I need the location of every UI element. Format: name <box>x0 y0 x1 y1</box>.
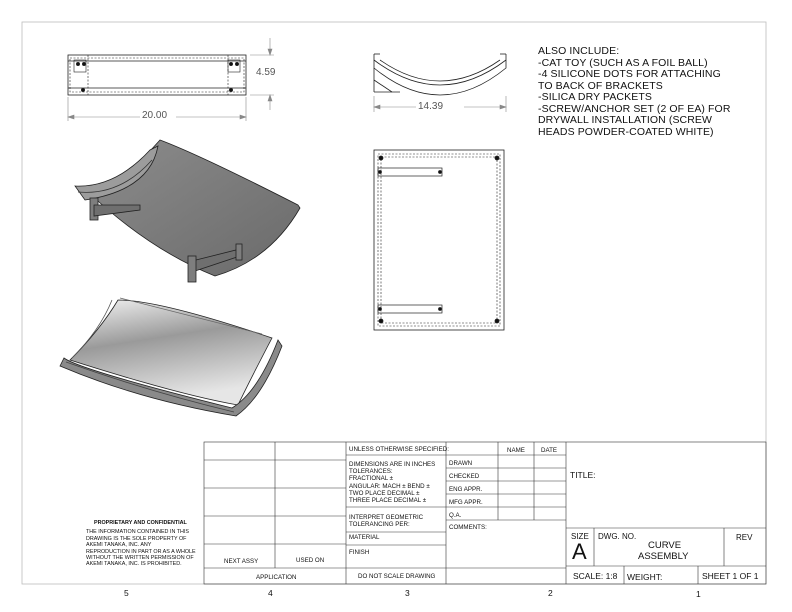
height-dim-label: 4.59 <box>256 67 276 78</box>
note-line: -SILICA DRY PACKETS <box>538 91 652 103</box>
qa-label: Q.A. <box>449 512 462 519</box>
width-dim-label: 20.00 <box>142 110 168 121</box>
mfg-appr-label: MFG APPR. <box>449 499 483 506</box>
zone-label: 1 <box>696 589 701 599</box>
note-line: DRYWALL INSTALLATION (SCREW <box>538 114 713 126</box>
sheet-label: SHEET 1 OF 1 <box>702 571 759 581</box>
proprietary-line: THE INFORMATION CONTAINED IN THIS <box>86 529 190 536</box>
dwg-title-line2: ASSEMBLY <box>638 551 689 562</box>
unless-otherwise-label: UNLESS OTHERWISE SPECIFIED: <box>349 446 449 453</box>
title-block-lines <box>204 442 766 584</box>
interpret-label: INTERPRET GEOMETRIC <box>349 514 424 521</box>
note-line: -4 SILICONE DOTS FOR ATTACHING <box>538 68 721 80</box>
proprietary-line: AKEMI TANAKA, INC. ANY <box>86 542 152 549</box>
notes-block <box>538 46 731 138</box>
title-label: TITLE: <box>570 470 596 480</box>
depth-dim-label: 14.39 <box>418 101 444 112</box>
eng-appr-label: ENG APPR. <box>449 486 483 493</box>
size-label: SIZE <box>571 532 589 541</box>
front-view <box>68 55 246 95</box>
isometric-back-view <box>75 140 300 282</box>
proprietary-line: DRAWING IS THE SOLE PROPERTY OF <box>86 535 187 542</box>
finish-label: FINISH <box>349 549 370 556</box>
side-view <box>374 54 506 95</box>
weight-label: WEIGHT: <box>627 572 663 582</box>
note-line: -CAT TOY (SUCH AS A FOIL BALL) <box>538 56 708 69</box>
tolerances-label: TOLERANCES: <box>349 468 393 475</box>
note-line: TO BACK OF BRACKETS <box>538 79 663 92</box>
drawn-label: DRAWN <box>449 460 473 467</box>
zone-label: 5 <box>124 588 129 598</box>
dwg-title-line1: CURVE <box>648 540 682 551</box>
proprietary-line: AKEMI TANAKA, INC. IS PROHIBITED. <box>86 561 182 568</box>
size-value: A <box>572 539 587 564</box>
zone-label: 2 <box>548 588 553 598</box>
note-line: HEADS POWDER-COATED WHITE) <box>538 125 714 138</box>
proprietary-line: REPRODUCTION IN PART OR AS A WHOLE <box>86 548 196 555</box>
dwg-no-label: DWG. NO. <box>598 532 637 541</box>
proprietary-heading: PROPRIETARY AND CONFIDENTIAL <box>94 520 187 526</box>
material-label: MATERIAL <box>349 534 380 541</box>
date-header: DATE <box>541 447 558 454</box>
scale-label: SCALE: 1:8 <box>573 571 618 581</box>
tolerancing-label: TOLERANCING PER: <box>349 521 410 528</box>
comments-label: COMMENTS: <box>449 524 487 531</box>
fractional-label: FRACTIONAL ± <box>349 475 394 482</box>
zone-label: 4 <box>268 588 273 598</box>
dimensions-inches-label: DIMENSIONS ARE IN INCHES <box>349 461 436 468</box>
rev-label: REV <box>736 533 753 542</box>
angular-label: ANGULAR: MACH ± BEND ± <box>349 483 430 490</box>
zone-label: 3 <box>405 588 410 598</box>
three-place-label: THREE PLACE DECIMAL ± <box>349 497 427 504</box>
two-place-label: TWO PLACE DECIMAL ± <box>349 490 420 497</box>
checked-label: CHECKED <box>449 473 480 480</box>
note-line: -SCREW/ANCHOR SET (2 OF EA) FOR <box>538 102 731 115</box>
note-line: ALSO INCLUDE: <box>538 45 620 57</box>
application-label: APPLICATION <box>256 574 297 581</box>
top-view <box>374 150 504 330</box>
do-not-scale-label: DO NOT SCALE DRAWING <box>358 573 436 580</box>
used-on-label: USED ON <box>296 557 325 564</box>
next-assy-label: NEXT ASSY <box>224 558 259 565</box>
proprietary-notice <box>86 520 198 568</box>
proprietary-line: WITHOUT THE WRITTEN PERMISSION OF <box>86 555 194 562</box>
name-header: NAME <box>507 447 525 454</box>
isometric-trough-view <box>60 298 282 416</box>
